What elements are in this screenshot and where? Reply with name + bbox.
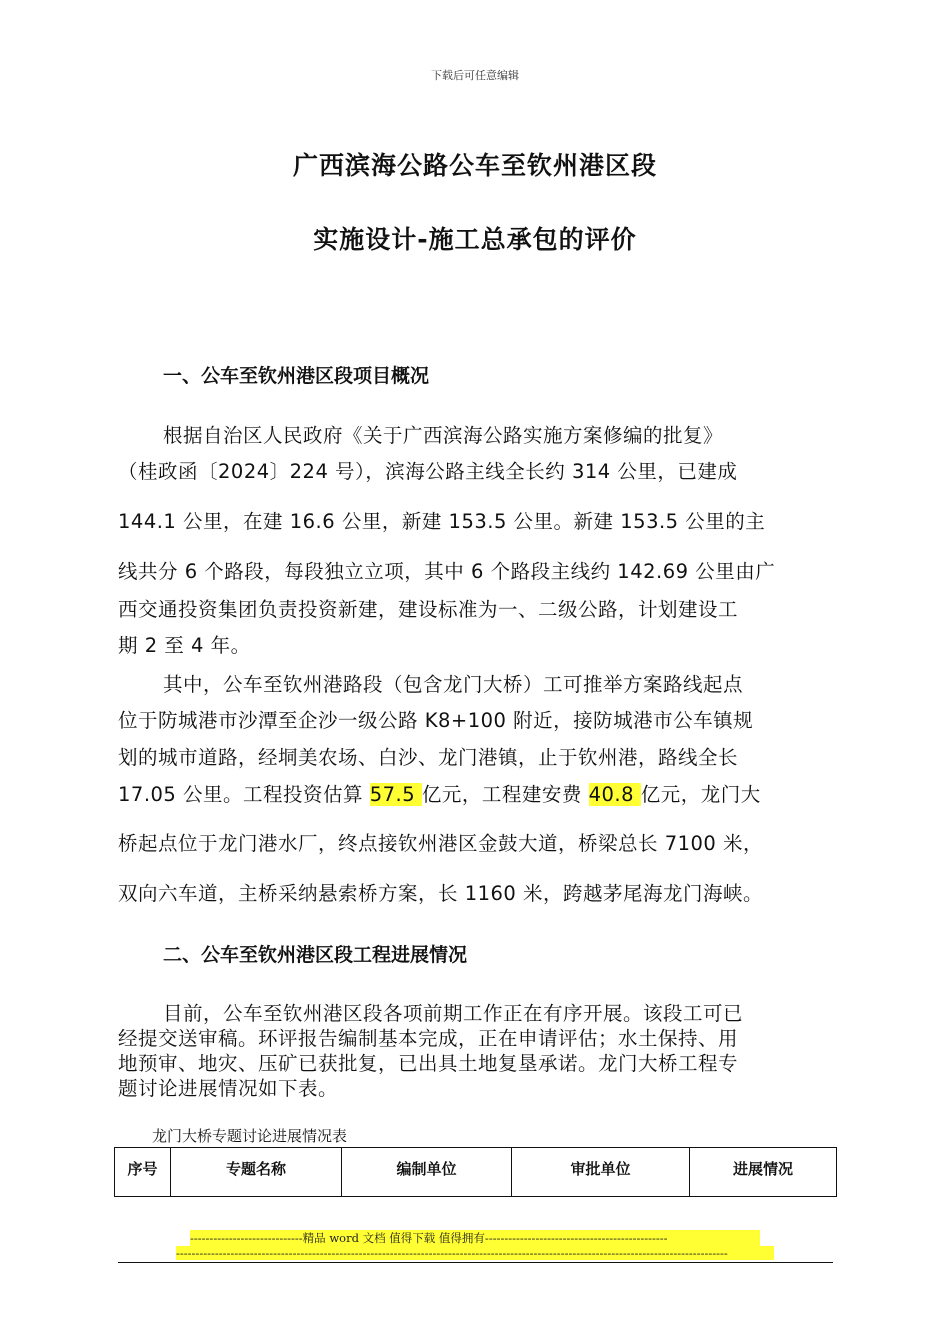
column-header-index: 序号 xyxy=(115,1148,171,1197)
text-span: 亿元，工程建安费 xyxy=(421,783,589,806)
highlight-investment: 57.5 xyxy=(369,783,422,806)
footer-banner: -----------------------------精品 word 文档 值得下载 值得拥有----------------------------------------------- xyxy=(190,1230,760,1246)
table-header-row xyxy=(115,1148,837,1197)
text-span: 亿元，龙门大 xyxy=(640,783,761,806)
text-span: 17.05 公里。工程投资估算 xyxy=(118,783,370,806)
column-header-topic: 专题名称 xyxy=(171,1148,342,1197)
footer-rule xyxy=(118,1262,833,1263)
section-2-heading: 二、公车至钦州港区段工程进展情况 xyxy=(163,944,468,966)
footer-dash-line: ---------------------------------------------------------------------------------------------------------------------------------------------- xyxy=(176,1246,774,1260)
text-line: 期 2 至 4 年。 xyxy=(118,634,251,657)
document-title-line-2: 实施设计-施工总承包的评价 xyxy=(313,225,637,254)
text-line: 题讨论进展情况如下表。 xyxy=(118,1077,339,1100)
text-line: 线共分 6 个路段，每段独立立项，其中 6 个路段主线约 142.69 公里由广 xyxy=(118,560,776,583)
header-note: 下载后可任意编辑 xyxy=(431,69,519,82)
table-caption: 龙门大桥专题讨论进展情况表 xyxy=(152,1127,348,1145)
text-line: 经提交送审稿。环评报告编制基本完成，正在申请评估；水土保持、用 xyxy=(118,1027,739,1050)
progress-table xyxy=(114,1147,837,1197)
text-line: 144.1 公里，在建 16.6 公里，新建 153.5 公里。新建 153.5 公里的主 xyxy=(118,510,766,533)
section-1-heading: 一、公车至钦州港区段项目概况 xyxy=(163,365,430,387)
column-header-progress: 进展情况 xyxy=(690,1148,837,1197)
text-line: 双向六车道，主桥采纳悬索桥方案，长 1160 米，跨越茅尾海龙门海峡。 xyxy=(118,882,764,905)
column-header-compiler: 编制单位 xyxy=(342,1148,512,1197)
text-line: （桂政函〔2024〕224 号），滨海公路主线全长约 314 公里，已建成 xyxy=(118,460,738,483)
text-line: 地预审、地灾、压矿已获批复，已出具土地复垦承诺。龙门大桥工程专 xyxy=(118,1052,739,1075)
column-header-approver: 审批单位 xyxy=(512,1148,690,1197)
text-line: 根据自治区人民政府《关于广西滨海公路实施方案修编的批复》 xyxy=(163,424,724,447)
text-line: 划的城市道路，经垌美农场、白沙、龙门港镇，止于钦州港，路线全长 xyxy=(118,746,739,769)
text-line: 目前，公车至钦州港区段各项前期工作正在有序开展。该段工可已 xyxy=(163,1002,744,1025)
document-title-line-1: 广西滨海公路公车至钦州港区段 xyxy=(292,151,657,180)
text-line: 其中，公车至钦州港路段（包含龙门大桥）工可推举方案路线起点 xyxy=(163,673,744,696)
highlight-construction-cost: 40.8 xyxy=(588,783,641,806)
text-line: 位于防城港市沙潭至企沙一级公路 K8+100 附近，接防城港市公车镇规 xyxy=(118,709,754,732)
text-line: 西交通投资集团负责投资新建，建设标准为一、二级公路，计划建设工 xyxy=(118,598,739,621)
text-line: 桥起点位于龙门港水厂，终点接钦州港区金鼓大道，桥梁总长 7100 米， xyxy=(118,832,764,855)
text-line xyxy=(118,779,761,807)
